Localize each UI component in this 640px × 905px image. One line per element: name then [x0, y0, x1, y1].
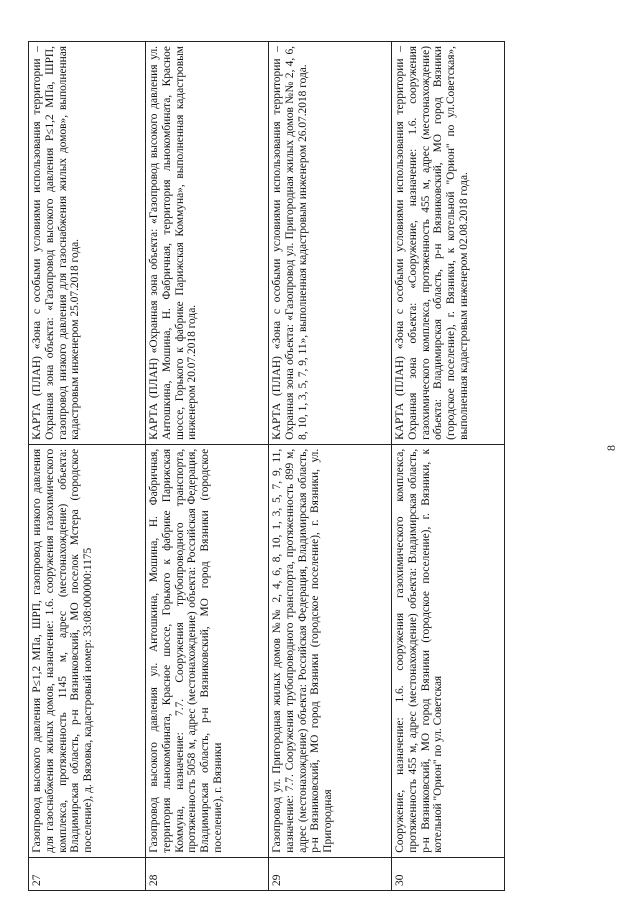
map-plan-document: КАРТА (ПЛАН) «Зона с особыми условиями использования территории – Охранная зона объекта: «Газопровод ул. Пригородная жилых домов №№ 2, 4, 6, 8, 10, 1, 3, 5, 7, 9, 11», выполненная кадастровым инженером 26.07.2018 года. — [269, 42, 392, 445]
object-description: Газопровод ул. Пригородная жилых домов №№ 2, 4, 6, 8, 10, 1, 3, 5, 7, 9, 11, назначение: 7.7. Сооружения трубопроводного транспорта, протяженность 899 м, адрес (местонахождение) объекта: Российская Федерация, Владимирская область, р-н Вязниковский, МО город Вязники (городское поселение), г. Вязники, ул. Пригородная — [269, 444, 392, 857]
map-plan-document: КАРТА (ПЛАН) «Зона с особыми условиями использования территории – Охранная зона объекта: «Газопровод высокого давления Р≤1,2 МПа, ШРП, газопровод низкого давления для газоснабжения жилых домов», выполненная кадастровым инженером 25.07.2018 года. — [29, 42, 146, 445]
object-description: Газопровод высокого давления ул. Антошкина, Мошина, Н. Фабричная, территория льнокомбината, Красное шоссе, Горького к фабрике Парижская Коммуна, назначение: 7.7. Сооружения трубопроводного транспорта, протяженность 5058 м, адрес (местонахождение) объекта: Российская Федерация, Владимирская область, р-н Вязниковский, МО город Вязники (городское поселение), г. Вязники — [146, 444, 269, 857]
table-row — [392, 42, 505, 891]
row-number: 27 — [29, 857, 146, 890]
table-row — [269, 42, 392, 891]
map-plan-document: КАРТА (ПЛАН) «Охранная зона объекта: «Газопровод высокого давления ул. Антошкина, Мошина, Н. Фабричная, территория льнокомбината, Красное шоссе, Горького к фабрике Парижская Коммуна», выполненная кадастровым инженером 20.07.2018 года. — [146, 42, 269, 445]
row-number: 30 — [392, 857, 505, 890]
objects-table — [28, 41, 505, 891]
table-row — [29, 42, 146, 891]
page-number: 8 — [604, 445, 618, 451]
row-number: 29 — [269, 857, 392, 890]
object-description: Газопровод высокого давления Р≤1,2 МПа, ШРП, газопровод низкого давления для газоснабжения жилых домов, назначение: 1.6. сооружения газохимического комплекса, протяженность 1145 м, адрес (местонахождение) объекта: Владимирская область, р-н Вязниковский, МО поселок Мстера (городское поселение), д. Вязовка, кадастровый номер: 33:08:000000:1175 — [29, 444, 146, 857]
object-description: Сооружение, назначение: 1.6. сооружения газохимического комплекса, протяженность 455 м, адрес (местонахождение) объекта: Владимирская область, р-н Вязниковский, МО город Вязники (городское поселение), г. Вязники, к котельной "Орион" по ул. Советская — [392, 444, 505, 857]
map-plan-document: КАРТА (ПЛАН) «Зона с особыми условиями использования территории – Охранная зона объекта: «Сооружение, назначение: 1.6. сооружения газохимического комплекса, протяженность 455 м, адрес (местонахождение) объекта: Владимирская область, р-н Вязниковский, МО город Вязники (городское поселение), г. Вязники, к котельной "Орион" по ул.Советская», выполненная кадастровым инженером 02.08.2018 года. — [392, 42, 505, 445]
table-row — [146, 42, 269, 891]
row-number: 28 — [146, 857, 269, 890]
